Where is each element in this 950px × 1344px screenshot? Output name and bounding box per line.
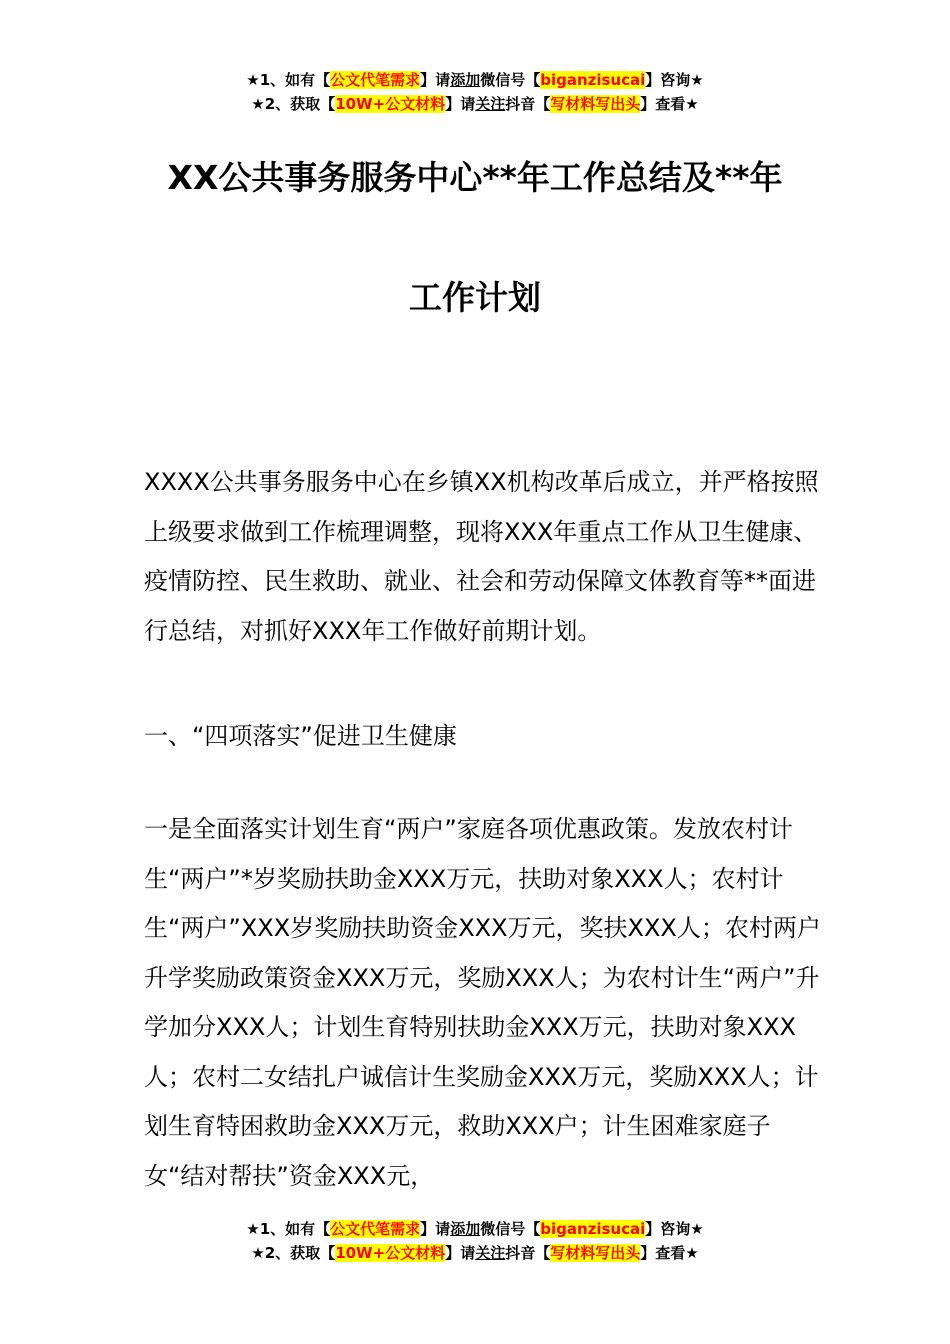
banner-text: 】请 [445,95,476,113]
banner-text: 微信号【 [480,1220,541,1238]
banner-underline: 添加 [450,71,481,89]
section-body-paragraph: 一是全面落实计划生育“两户”家庭各项优惠政策。发放农村计生“两户”*岁奖励扶助金XXX万元，扶助对象XXX人；农村计生“两户”XXX岁奖励扶助资金XXX万元，奖扶XXX人；农村两户升学奖励政策资金XXX万元，奖励XXX人；为农村计生“两户”升学加分XXX人；计划生育特别扶助金XXX万元，扶助对象XXX人；农村二女结扎户诚信计生奖励金XXX万元，奖励XXX人；计划生育特困救助金XXX万元，救助XXX户；计生困难家庭子女“结对帮扶”资金XXX元， [144,815,821,1190]
banner-highlight: 公文代笔需求 [330,71,421,89]
banner-text: ★1、如有【 [246,1220,331,1238]
intro-paragraph: XXXX公共事务服务中心在乡镇XX机构改革后成立，并严格按照上级要求做到工作梳理调整，现将XXX年重点工作从卫生健康、疫情防控、民生救助、就业、社会和劳动保障文体教育等**面进行总结，对抓好XXX年工作做好前期计划。 [144,468,819,645]
bottom-banner [0,1217,950,1265]
banner-underline: 添加 [450,1220,481,1238]
banner-text: ★1、如有【 [246,71,331,89]
section-heading: 一、“四项落实”促进卫生健康 [144,722,457,750]
banner-highlight: 10W+公文材料 [335,95,446,113]
document-title-line-2: 工作计划 [409,278,541,317]
banner-highlight: 写材料写出头 [550,95,641,113]
banner-text: 微信号【 [480,71,541,89]
banner-highlight: 公文代笔需求 [330,1220,421,1238]
banner-highlight: 写材料写出头 [550,1244,641,1262]
top-banner [0,68,950,116]
banner-text: 抖音【 [505,95,551,113]
banner-text: 抖音【 [505,1244,551,1262]
banner-line-1 [0,68,950,92]
banner-line-2 [0,92,950,116]
banner-text: 】请 [420,1220,451,1238]
banner-line-1 [0,1217,950,1241]
banner-text: 】咨询★ [645,1220,704,1238]
banner-underline: 关注 [475,95,506,113]
banner-text: 】请 [445,1244,476,1262]
banner-text: 】查看★ [640,1244,699,1262]
banner-text: ★2、获取【 [251,95,336,113]
banner-text: 】请 [420,71,451,89]
banner-highlight: biganzisucai [540,1220,646,1238]
banner-line-2 [0,1241,950,1265]
banner-text: 】咨询★ [645,71,704,89]
banner-highlight: 10W+公文材料 [335,1244,446,1262]
document-title-line-1: XX公共事务服务中心**年工作总结及**年 [167,158,783,197]
banner-text: 】查看★ [640,95,699,113]
banner-text: ★2、获取【 [251,1244,336,1262]
banner-underline: 关注 [475,1244,506,1262]
banner-highlight: biganzisucai [540,71,646,89]
